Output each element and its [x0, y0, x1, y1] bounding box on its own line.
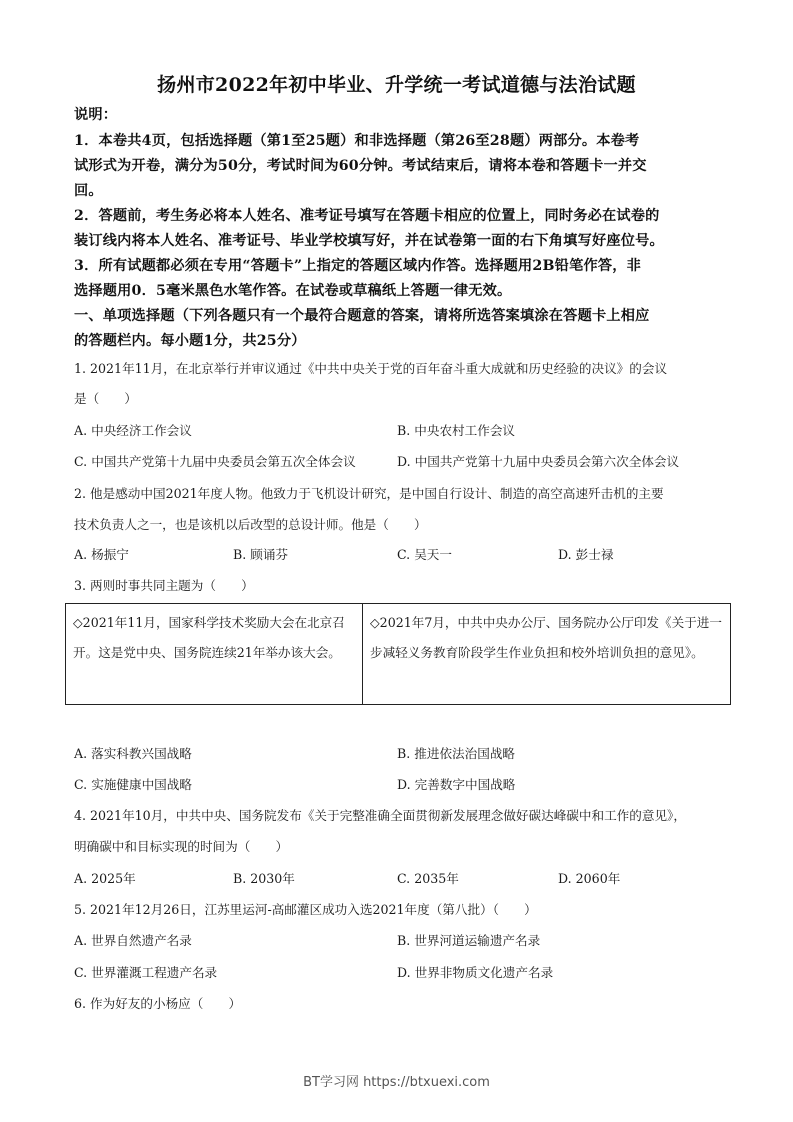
option-b: B. 顾诵芬 — [233, 547, 289, 562]
option-a: A. 杨振宁 — [74, 547, 129, 562]
option-b: B. 世界河道运输遗产名录 — [397, 933, 541, 948]
material-left: ◇2021年11月，国家科学技术奖励大会在北京召开。这是党中央、国务院连续21年举办该大会。 — [66, 604, 363, 704]
section-heading: 一、单项选择题（下列各题只有一个最符合题意的答案，请将所选答案填涂在答题卡上相应 — [74, 308, 650, 324]
question-stem: 明确碳中和目标实现的时间为（ ） — [74, 839, 289, 854]
option-d: D. 2060年 — [558, 871, 621, 886]
option-b: B. 2030年 — [233, 871, 295, 886]
option-a: A. 2025年 — [74, 871, 136, 886]
question-stem: 3. 两则时事共同主题为（ ） — [74, 578, 254, 593]
question-stem: 1. 2021年11月，在北京举行并审议通过《中共中央关于党的百年奋斗重大成就和历史经验的决议》的会议 — [74, 361, 668, 376]
material-right: ◇2021年7月，中共中央办公厅、国务院办公厅印发《关于进一步减轻义务教育阶段学生作业负担和校外培训负担的意见》。 — [370, 615, 722, 660]
option-c: C. 世界灌溉工程遗产名录 — [74, 965, 218, 980]
option-a: A. 中央经济工作会议 — [74, 423, 192, 438]
option-d: D. 中国共产党第十九届中央委员会第六次全体会议 — [397, 454, 680, 469]
option-c: C. 实施健康中国战略 — [74, 777, 192, 792]
option-c: C. 吴天一 — [397, 547, 452, 562]
option-d: D. 世界非物质文化遗产名录 — [397, 965, 554, 980]
question-stem: 5. 2021年12月26日，江苏里运河-高邮灌区成功入选2021年度（第八批）（ ） — [74, 902, 537, 917]
option-d: D. 完善数字中国战略 — [397, 777, 516, 792]
option-b: B. 中央农村工作会议 — [397, 423, 516, 438]
option-b: B. 推进依法治国战略 — [397, 746, 516, 761]
option-c: C. 中国共产党第十九届中央委员会第五次全体会议 — [74, 454, 356, 469]
option-a: A. 世界自然遗产名录 — [74, 933, 192, 948]
notes-line: 3．所有试题都必须在专用“答题卡”上指定的答题区域内作答。选择题用2B铅笔作答，非 — [74, 258, 642, 274]
notes-line: 试形式为开卷，满分为50分，考试时间为60分钟。考试结束后，请将本卷和答题卡一并交 — [74, 158, 647, 174]
question-stem: 6. 作为好友的小杨应（ ） — [74, 996, 242, 1011]
question-stem: 2. 他是感动中国2021年度人物。他致力于飞机设计研究，是中国自行设计、制造的高空高速歼击机的主要 — [74, 486, 664, 501]
question-stem: 4. 2021年10月，中共中央、国务院发布《关于完整准确全面贯彻新发展理念做好碳达峰碳中和工作的意见》， — [74, 808, 686, 823]
notes-line: 选择题用0．5毫米黑色水笔作答。在试卷或草稿纸上答题一律无效。 — [74, 283, 512, 299]
notes-line: 回。 — [74, 183, 103, 199]
option-a: A. 落实科教兴国战略 — [74, 746, 192, 761]
material-table — [65, 603, 731, 705]
notes-line: 2．答题前，考生务必将本人姓名、准考证号填写在答题卡相应的位置上，同时务必在试卷的 — [74, 208, 660, 224]
notes-line: 1．本卷共4页，包括选择题（第1至25题）和非选择题（第26至28题）两部分。本卷考 — [74, 133, 640, 149]
notes-heading: 说明： — [74, 107, 118, 123]
option-d: D. 彭士禄 — [558, 547, 614, 562]
option-c: C. 2035年 — [397, 871, 459, 886]
question-stem: 是（ ） — [74, 391, 137, 406]
page-title: 扬州市2022年初中毕业、升学统一考试道德与法治试题 — [157, 74, 636, 96]
section-heading: 的答题栏内。每小题1分，共25分） — [74, 333, 306, 349]
footer-watermark: BT学习网 https://btxuexi.com — [303, 1075, 490, 1090]
notes-line: 装订线内将本人姓名、准考证号、毕业学校填写好，并在试卷第一面的右下角填写好座位号。 — [74, 233, 664, 249]
question-stem: 技术负责人之一，也是该机以后改型的总设计师。他是（ ） — [74, 517, 427, 532]
